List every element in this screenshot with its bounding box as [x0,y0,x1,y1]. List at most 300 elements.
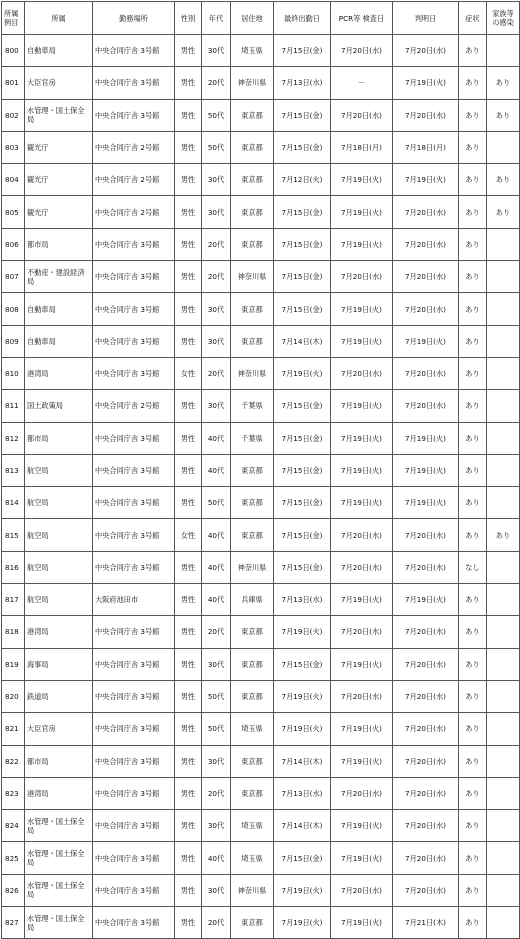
age-cell: 30代 [202,196,231,228]
department-cell: 都市局 [25,422,93,454]
department-cell: 海事局 [25,648,93,680]
sex-cell: 男性 [175,713,202,745]
last-work-day-cell: 7月15日(金) [274,131,331,163]
symptoms-cell: あり [459,35,487,67]
case-no-cell: 819 [2,648,25,680]
family-infection-cell [487,616,520,648]
workplace-cell: 中央合同庁舎 3号館 [93,777,175,809]
case-no-cell: 805 [2,196,25,228]
case-no-cell: 814 [2,487,25,519]
table-row [2,713,520,745]
age-cell: 40代 [202,519,231,551]
department-cell: 水管理・国土保全局 [25,810,93,842]
confirmed-day-cell: 7月19日(火) [393,422,459,454]
symptoms-cell: あり [459,810,487,842]
case-no-cell: 810 [2,357,25,389]
case-no-cell: 809 [2,325,25,357]
header-family-infection: 家族等 の感染 [487,2,520,35]
last-work-day-cell: 7月13日(水) [274,777,331,809]
pcr-test-day-cell: 7月20日(水) [331,616,393,648]
family-infection-cell [487,422,520,454]
residence-cell: 神奈川県 [231,67,274,99]
symptoms-cell: あり [459,874,487,906]
residence-cell: 東京都 [231,454,274,486]
residence-cell: 神奈川県 [231,261,274,293]
table-row [2,67,520,99]
department-cell: 国土政策局 [25,390,93,422]
confirmed-day-cell: 7月20日(水) [393,874,459,906]
family-infection-cell [487,874,520,906]
workplace-cell: 中央合同庁舎 3号館 [93,680,175,712]
case-no-cell: 827 [2,907,25,939]
pcr-test-day-cell: 7月18日(月) [331,131,393,163]
residence-cell: 東京都 [231,99,274,131]
residence-cell: 東京都 [231,907,274,939]
pcr-test-day-cell: 7月19日(火) [331,196,393,228]
confirmed-day-cell: 7月20日(水) [393,648,459,680]
age-cell: 50代 [202,680,231,712]
age-cell: 40代 [202,454,231,486]
last-work-day-cell: 7月19日(火) [274,357,331,389]
department-cell: 航空局 [25,454,93,486]
department-cell: 航空局 [25,487,93,519]
sex-cell: 男性 [175,810,202,842]
header-residence: 居住地 [231,2,274,35]
family-infection-cell [487,777,520,809]
age-cell: 30代 [202,810,231,842]
residence-cell: 東京都 [231,325,274,357]
workplace-cell: 中央合同庁舎 3号館 [93,810,175,842]
family-infection-cell [487,35,520,67]
residence-cell: 東京都 [231,616,274,648]
sex-cell: 男性 [175,616,202,648]
table-row [2,745,520,777]
workplace-cell: 中央合同庁舎 2号館 [93,390,175,422]
confirmed-day-cell: 7月20日(水) [393,777,459,809]
symptoms-cell: なし [459,551,487,583]
case-no-cell: 825 [2,842,25,874]
residence-cell: 東京都 [231,680,274,712]
age-cell: 20代 [202,357,231,389]
last-work-day-cell: 7月15日(金) [274,842,331,874]
department-cell: 鉄道局 [25,680,93,712]
last-work-day-cell: 7月13日(水) [274,67,331,99]
symptoms-cell: あり [459,131,487,163]
family-infection-cell [487,745,520,777]
residence-cell: 東京都 [231,745,274,777]
case-no-cell: 802 [2,99,25,131]
last-work-day-cell: 7月19日(火) [274,713,331,745]
confirmed-day-cell: 7月19日(火) [393,325,459,357]
pcr-test-day-cell: 7月19日(火) [331,810,393,842]
workplace-cell: 大阪府池田市 [93,584,175,616]
case-no-cell: 812 [2,422,25,454]
department-cell: 港湾局 [25,357,93,389]
symptoms-cell: あり [459,777,487,809]
confirmed-day-cell: 7月18日(月) [393,131,459,163]
age-cell: 50代 [202,713,231,745]
sex-cell: 女性 [175,519,202,551]
case-no-cell: 817 [2,584,25,616]
department-cell: 航空局 [25,551,93,583]
workplace-cell: 中央合同庁舎 3号館 [93,261,175,293]
pcr-test-day-cell: － [331,67,393,99]
last-work-day-cell: 7月14日(木) [274,325,331,357]
pcr-test-day-cell: 7月19日(火) [331,293,393,325]
sex-cell: 男性 [175,551,202,583]
pcr-test-day-cell: 7月19日(火) [331,745,393,777]
table-row [2,810,520,842]
table-row [2,196,520,228]
age-cell: 20代 [202,907,231,939]
table-body [2,35,520,939]
residence-cell: 東京都 [231,519,274,551]
age-cell: 30代 [202,648,231,680]
symptoms-cell: あり [459,325,487,357]
last-work-day-cell: 7月12日(火) [274,164,331,196]
case-no-cell: 826 [2,874,25,906]
table-row [2,616,520,648]
sex-cell: 男性 [175,228,202,260]
workplace-cell: 中央合同庁舎 2号館 [93,164,175,196]
symptoms-cell: あり [459,357,487,389]
table-row [2,164,520,196]
symptoms-cell: あり [459,842,487,874]
symptoms-cell: あり [459,680,487,712]
header-sex: 性別 [175,2,202,35]
sex-cell: 男性 [175,584,202,616]
family-infection-cell [487,842,520,874]
workplace-cell: 中央合同庁舎 3号館 [93,99,175,131]
confirmed-day-cell: 7月20日(水) [393,261,459,293]
pcr-test-day-cell: 7月20日(水) [331,551,393,583]
family-infection-cell [487,907,520,939]
pcr-test-day-cell: 7月19日(火) [331,454,393,486]
symptoms-cell: あり [459,390,487,422]
confirmed-day-cell: 7月20日(水) [393,713,459,745]
symptoms-cell: あり [459,454,487,486]
pcr-test-day-cell: 7月20日(水) [331,35,393,67]
header-department: 所属 [25,2,93,35]
header-last-work-day: 最終出勤日 [274,2,331,35]
table-row [2,228,520,260]
table-row [2,261,520,293]
residence-cell: 東京都 [231,487,274,519]
pcr-test-day-cell: 7月19日(火) [331,584,393,616]
family-infection-cell [487,810,520,842]
workplace-cell: 中央合同庁舎 3号館 [93,648,175,680]
workplace-cell: 中央合同庁舎 3号館 [93,357,175,389]
pcr-test-day-cell: 7月19日(火) [331,164,393,196]
age-cell: 50代 [202,131,231,163]
age-cell: 40代 [202,584,231,616]
family-infection-cell [487,648,520,680]
sex-cell: 男性 [175,648,202,680]
sex-cell: 男性 [175,745,202,777]
table-row [2,357,520,389]
residence-cell: 東京都 [231,131,274,163]
sex-cell: 男性 [175,293,202,325]
family-infection-cell [487,551,520,583]
case-no-cell: 803 [2,131,25,163]
family-infection-cell: あり [487,164,520,196]
symptoms-cell: あり [459,228,487,260]
last-work-day-cell: 7月15日(金) [274,390,331,422]
confirmed-day-cell: 7月20日(水) [393,99,459,131]
table-row [2,487,520,519]
confirmed-day-cell: 7月20日(水) [393,519,459,551]
age-cell: 30代 [202,325,231,357]
confirmed-day-cell: 7月19日(火) [393,67,459,99]
residence-cell: 埼玉県 [231,810,274,842]
last-work-day-cell: 7月15日(金) [274,454,331,486]
case-no-cell: 816 [2,551,25,583]
case-no-cell: 806 [2,228,25,260]
sex-cell: 女性 [175,357,202,389]
pcr-test-day-cell: 7月20日(水) [331,519,393,551]
pcr-test-day-cell: 7月19日(火) [331,422,393,454]
last-work-day-cell: 7月15日(金) [274,648,331,680]
case-no-cell: 818 [2,616,25,648]
age-cell: 30代 [202,35,231,67]
pcr-test-day-cell: 7月20日(水) [331,680,393,712]
symptoms-cell: あり [459,648,487,680]
residence-cell: 兵庫県 [231,584,274,616]
department-cell: 水管理・国土保全局 [25,874,93,906]
table-row [2,584,520,616]
pcr-test-day-cell: 7月19日(火) [331,228,393,260]
symptoms-cell: あり [459,293,487,325]
workplace-cell: 中央合同庁舎 3号館 [93,422,175,454]
pcr-test-day-cell: 7月19日(火) [331,487,393,519]
workplace-cell: 中央合同庁舎 3号館 [93,874,175,906]
pcr-test-day-cell: 7月19日(火) [331,907,393,939]
workplace-cell: 中央合同庁舎 3号館 [93,616,175,648]
header-case-no: 所属 例目 [2,2,25,35]
table-row [2,390,520,422]
table-row [2,454,520,486]
family-infection-cell [487,228,520,260]
age-cell: 30代 [202,874,231,906]
sex-cell: 男性 [175,131,202,163]
age-cell: 20代 [202,228,231,260]
family-infection-cell [487,713,520,745]
case-no-cell: 800 [2,35,25,67]
residence-cell: 東京都 [231,228,274,260]
confirmed-day-cell: 7月20日(水) [393,293,459,325]
family-infection-cell [487,131,520,163]
age-cell: 20代 [202,67,231,99]
residence-cell: 神奈川県 [231,551,274,583]
symptoms-cell: あり [459,745,487,777]
header-symptoms: 症状 [459,2,487,35]
case-no-cell: 808 [2,293,25,325]
header-row [2,2,520,35]
symptoms-cell: あり [459,616,487,648]
confirmed-day-cell: 7月20日(水) [393,551,459,583]
table-row [2,907,520,939]
symptoms-cell: あり [459,422,487,454]
case-no-cell: 804 [2,164,25,196]
workplace-cell: 中央合同庁舎 3号館 [93,293,175,325]
age-cell: 50代 [202,99,231,131]
sex-cell: 男性 [175,67,202,99]
last-work-day-cell: 7月19日(火) [274,874,331,906]
department-cell: 観光庁 [25,196,93,228]
department-cell: 観光庁 [25,131,93,163]
sex-cell: 男性 [175,99,202,131]
last-work-day-cell: 7月14日(木) [274,745,331,777]
age-cell: 30代 [202,293,231,325]
symptoms-cell: あり [459,713,487,745]
department-cell: 港湾局 [25,616,93,648]
department-cell: 港湾局 [25,777,93,809]
age-cell: 50代 [202,487,231,519]
age-cell: 40代 [202,842,231,874]
residence-cell: 埼玉県 [231,713,274,745]
sex-cell: 男性 [175,454,202,486]
confirmed-day-cell: 7月20日(水) [393,357,459,389]
last-work-day-cell: 7月15日(金) [274,35,331,67]
residence-cell: 埼玉県 [231,842,274,874]
sex-cell: 男性 [175,907,202,939]
symptoms-cell: あり [459,261,487,293]
symptoms-cell: あり [459,519,487,551]
department-cell: 自動車局 [25,325,93,357]
department-cell: 都市局 [25,228,93,260]
last-work-day-cell: 7月15日(金) [274,228,331,260]
family-infection-cell [487,487,520,519]
workplace-cell: 中央合同庁舎 3号館 [93,745,175,777]
sex-cell: 男性 [175,487,202,519]
family-infection-cell [487,261,520,293]
department-cell: 航空局 [25,519,93,551]
workplace-cell: 中央合同庁舎 3号館 [93,713,175,745]
residence-cell: 東京都 [231,777,274,809]
department-cell: 不動産・建設経済局 [25,261,93,293]
symptoms-cell: あり [459,196,487,228]
family-infection-cell: あり [487,67,520,99]
residence-cell: 埼玉県 [231,35,274,67]
last-work-day-cell: 7月14日(木) [274,810,331,842]
case-no-cell: 801 [2,67,25,99]
department-cell: 都市局 [25,745,93,777]
table-row [2,874,520,906]
department-cell: 観光庁 [25,164,93,196]
family-infection-cell [487,357,520,389]
workplace-cell: 中央合同庁舎 2号館 [93,131,175,163]
workplace-cell: 中央合同庁舎 3号館 [93,842,175,874]
family-infection-cell [487,454,520,486]
pcr-test-day-cell: 7月19日(火) [331,713,393,745]
confirmed-day-cell: 7月19日(火) [393,454,459,486]
last-work-day-cell: 7月15日(金) [274,293,331,325]
pcr-test-day-cell: 7月20日(水) [331,357,393,389]
case-no-cell: 821 [2,713,25,745]
last-work-day-cell: 7月15日(金) [274,261,331,293]
department-cell: 自動車局 [25,293,93,325]
workplace-cell: 中央合同庁舎 3号館 [93,519,175,551]
pcr-test-day-cell: 7月20日(水) [331,777,393,809]
last-work-day-cell: 7月15日(金) [274,487,331,519]
confirmed-day-cell: 7月20日(水) [393,842,459,874]
age-cell: 30代 [202,390,231,422]
table-row [2,648,520,680]
age-cell: 30代 [202,745,231,777]
sex-cell: 男性 [175,261,202,293]
header-pcr-test-day: PCR等 検査日 [331,2,393,35]
symptoms-cell: あり [459,164,487,196]
table-row [2,35,520,67]
confirmed-day-cell: 7月19日(火) [393,164,459,196]
age-cell: 30代 [202,164,231,196]
table-row [2,777,520,809]
sex-cell: 男性 [175,777,202,809]
header-age: 年代 [202,2,231,35]
workplace-cell: 中央合同庁舎 3号館 [93,551,175,583]
last-work-day-cell: 7月15日(金) [274,99,331,131]
residence-cell: 東京都 [231,293,274,325]
family-infection-cell [487,325,520,357]
sex-cell: 男性 [175,422,202,454]
sex-cell: 男性 [175,390,202,422]
confirmed-day-cell: 7月20日(水) [393,390,459,422]
case-no-cell: 807 [2,261,25,293]
sex-cell: 男性 [175,680,202,712]
table-row [2,519,520,551]
table-row [2,325,520,357]
case-table [1,1,520,939]
case-no-cell: 815 [2,519,25,551]
last-work-day-cell: 7月19日(火) [274,616,331,648]
confirmed-day-cell: 7月20日(水) [393,745,459,777]
department-cell: 水管理・国土保全局 [25,907,93,939]
residence-cell: 東京都 [231,196,274,228]
department-cell: 水管理・国土保全局 [25,842,93,874]
age-cell: 20代 [202,777,231,809]
age-cell: 40代 [202,551,231,583]
workplace-cell: 中央合同庁舎 3号館 [93,454,175,486]
workplace-cell: 中央合同庁舎 3号館 [93,228,175,260]
family-infection-cell [487,584,520,616]
residence-cell: 神奈川県 [231,874,274,906]
case-no-cell: 824 [2,810,25,842]
last-work-day-cell: 7月13日(水) [274,584,331,616]
department-cell: 航空局 [25,584,93,616]
table-row [2,131,520,163]
department-cell: 自動車局 [25,35,93,67]
family-infection-cell [487,680,520,712]
workplace-cell: 中央合同庁舎 3号館 [93,487,175,519]
table-row [2,842,520,874]
department-cell: 大臣官房 [25,713,93,745]
symptoms-cell: あり [459,487,487,519]
pcr-test-day-cell: 7月19日(火) [331,842,393,874]
pcr-test-day-cell: 7月19日(火) [331,648,393,680]
sex-cell: 男性 [175,874,202,906]
symptoms-cell: あり [459,584,487,616]
pcr-test-day-cell: 7月20日(水) [331,874,393,906]
symptoms-cell: あり [459,67,487,99]
residence-cell: 東京都 [231,164,274,196]
confirmed-day-cell: 7月20日(水) [393,810,459,842]
confirmed-day-cell: 7月20日(水) [393,196,459,228]
workplace-cell: 中央合同庁舎 2号館 [93,196,175,228]
last-work-day-cell: 7月15日(金) [274,422,331,454]
age-cell: 20代 [202,616,231,648]
confirmed-day-cell: 7月21日(木) [393,907,459,939]
family-infection-cell [487,390,520,422]
